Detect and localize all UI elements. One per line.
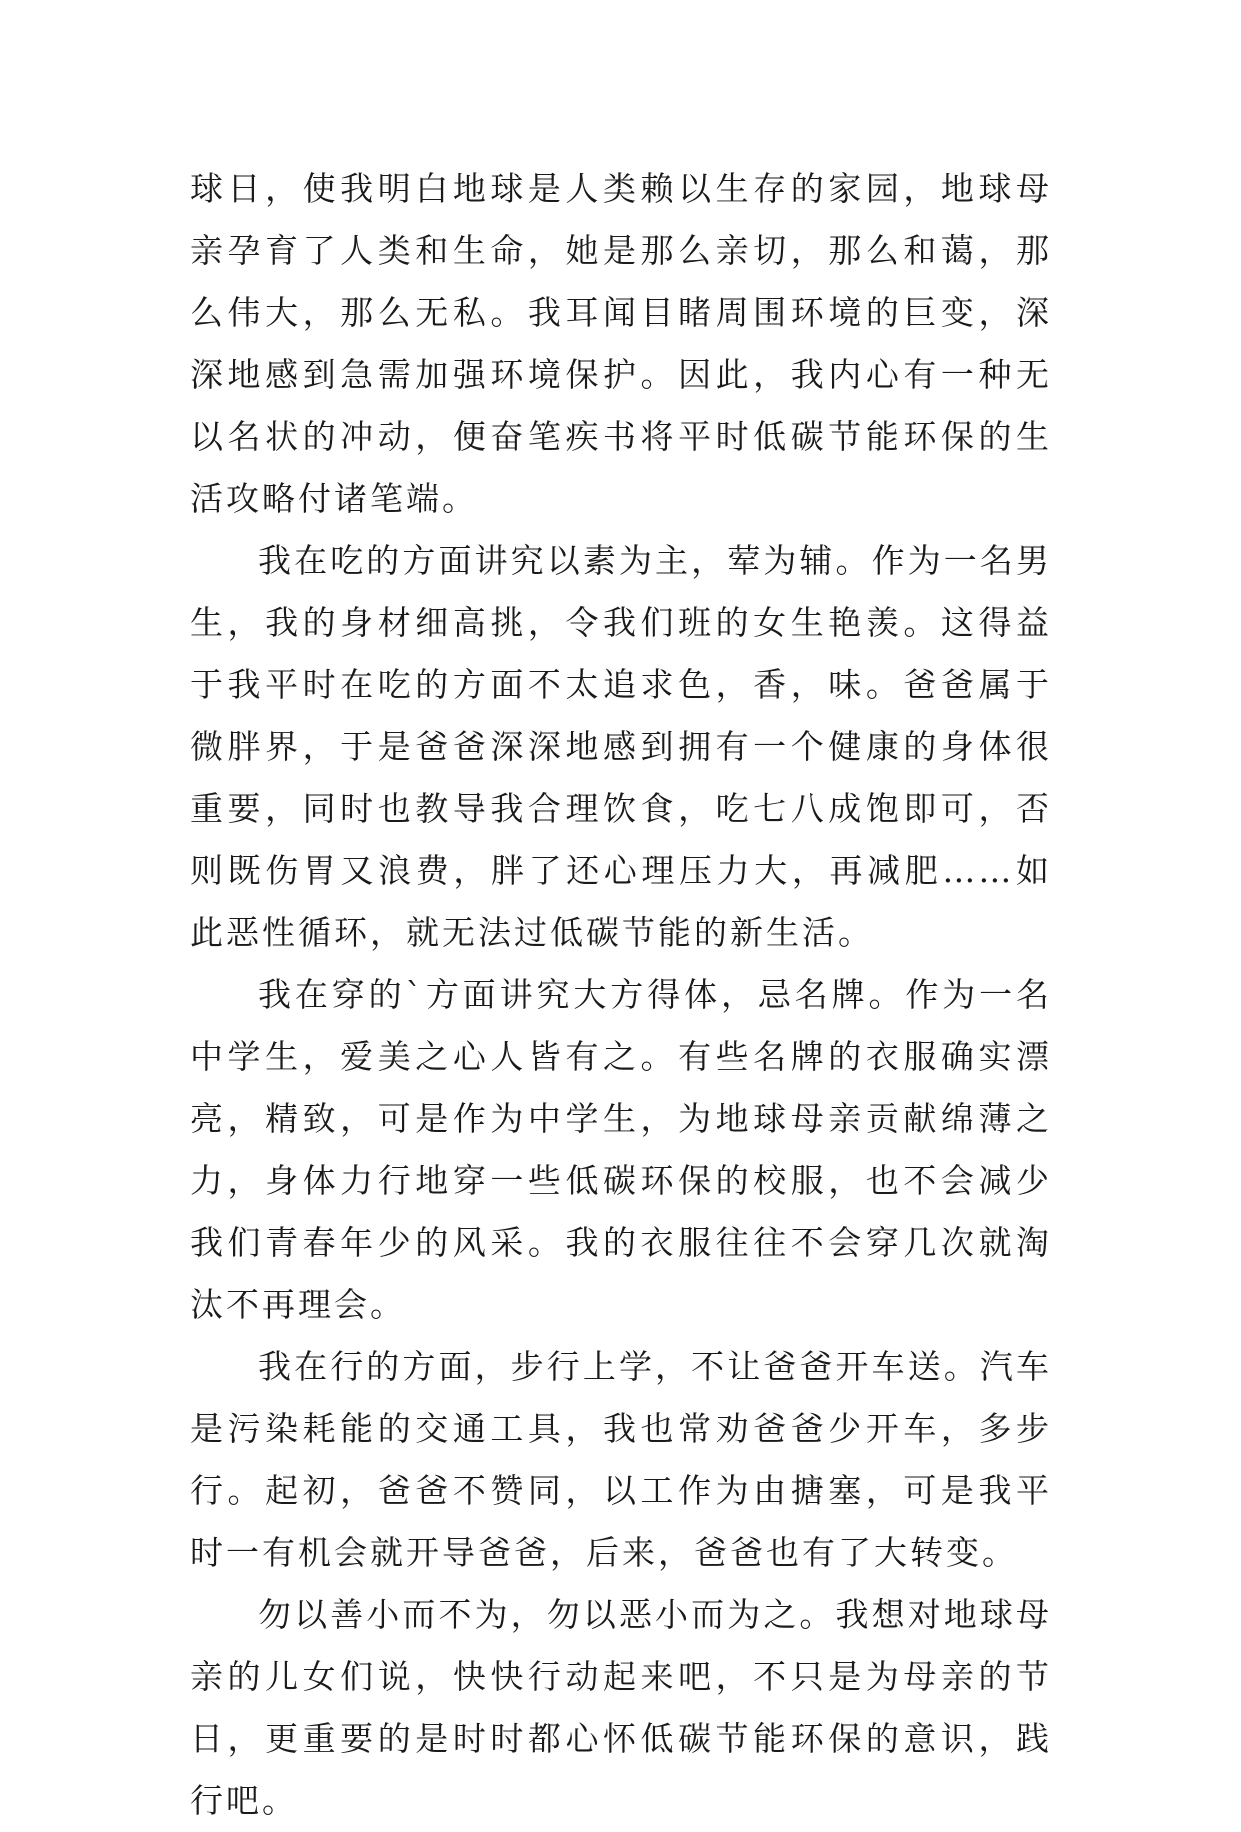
paragraph: 我在吃的方面讲究以素为主，荤为辅。作为一名男生，我的身材细高挑，令我们班的女生艳羡。这得益于我平时在吃的方面不太追求色，香，味。爸爸属于微胖界，于是爸爸深深地感到拥有一个健康的身体很重要，同时也教导我合理饮食，吃七八成饱即可，否则既伤胃又浪费，胖了还心理压力大，再减肥……如此恶性循环，就无法过低碳节能的新生活。: [190, 541, 1052, 952]
paragraph: 勿以善小而不为，勿以恶小而为之。我想对地球母亲的儿女们说，快快行动起来吧，不只是为母亲的节日，更重要的是时时都心怀低碳节能环保的意识，践行吧。: [190, 1595, 1052, 1820]
paragraph: 我在行的方面，步行上学，不让爸爸开车送。汽车是污染耗能的交通工具，我也常劝爸爸少开车，多步行。起初，爸爸不赞同，以工作为由搪塞，可是我平时一有机会就开导爸爸，后来，爸爸也有了大转变。: [190, 1347, 1052, 1572]
paragraph: 我在穿的`方面讲究大方得体，忌名牌。作为一名中学生，爱美之心人皆有之。有些名牌的衣服确实漂亮，精致，可是作为中学生，为地球母亲贡献绵薄之力，身体力行地穿一些低碳环保的校服，也不会减少我们青春年少的风采。我的衣服往往不会穿几次就淘汰不再理会。: [190, 975, 1052, 1324]
document-body: [190, 158, 1052, 1832]
paragraph: 球日，使我明白地球是人类赖以生存的家园，地球母亲孕育了人类和生命，她是那么亲切，那么和蔼，那么伟大，那么无私。我耳闻目睹周围环境的巨变，深深地感到急需加强环境保护。因此，我内心有一种无以名状的冲动，便奋笔疾书将平时低碳节能环保的生活攻略付诸笔端。: [190, 169, 1052, 518]
